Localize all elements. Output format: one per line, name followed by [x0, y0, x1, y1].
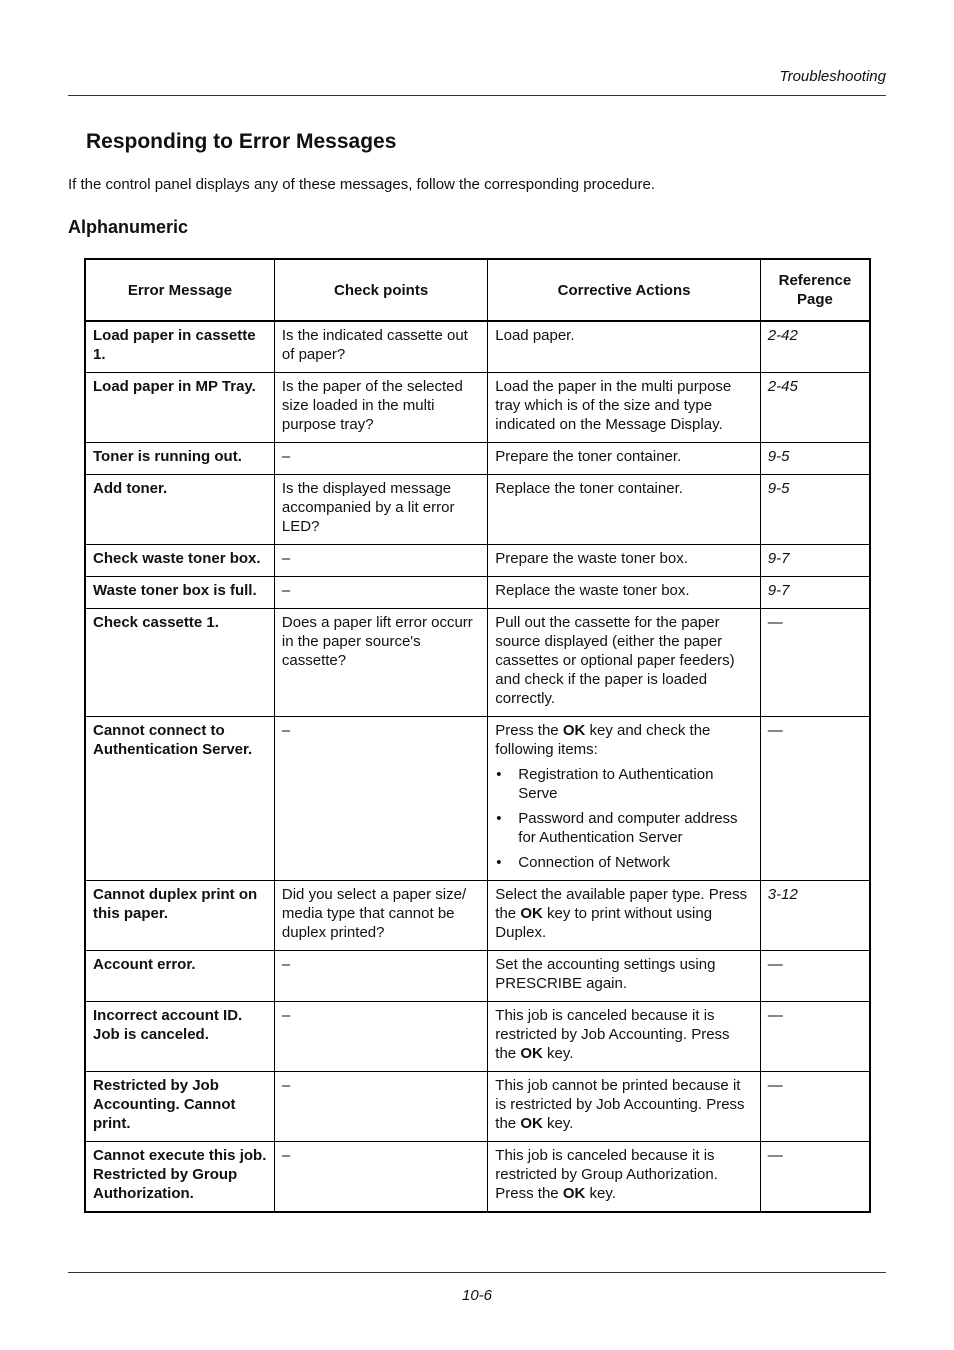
- key-name: OK: [520, 1115, 543, 1132]
- error-message-cell: Restricted by Job Accounting. Cannot print.: [85, 1072, 274, 1142]
- key-name: OK: [562, 722, 586, 739]
- action-text-segment: Prepare the toner container.: [495, 448, 682, 465]
- reference-page-cell: 9-5: [760, 443, 870, 475]
- corrective-action-cell: [488, 475, 761, 545]
- error-message-cell: Cannot execute this job. Restricted by Group Authorization.: [85, 1142, 274, 1213]
- error-message-cell: Load paper in cassette 1.: [85, 321, 274, 373]
- reference-page-cell: —: [760, 717, 870, 881]
- action-text-segment: Set the accounting settings using PRESCRIBE again.: [495, 956, 716, 992]
- reference-page-cell: —: [760, 951, 870, 1002]
- corrective-action-text: [495, 1006, 753, 1063]
- header-error-message: Error Message: [85, 259, 274, 321]
- check-points-cell: –: [274, 717, 487, 881]
- table-row: [85, 717, 870, 881]
- list-item: • Password and computer address for Authentication Server: [495, 809, 753, 847]
- list-item: • Connection of Network: [495, 853, 753, 872]
- table-row: [85, 609, 870, 717]
- corrective-action-text: [495, 1146, 753, 1203]
- table-row: [85, 373, 870, 443]
- action-text-segment: Load paper.: [495, 327, 575, 344]
- action-text-segment: key to print without using Duplex.: [495, 905, 713, 941]
- action-text-segment: Select the available paper type. Press the: [495, 886, 748, 922]
- error-message-cell: Toner is running out.: [85, 443, 274, 475]
- check-points-cell: Is the indicated cassette out of paper?: [274, 321, 487, 373]
- table-row: [85, 545, 870, 577]
- action-text-segment: This job cannot be printed because it is restricted by Job Accounting. Press the: [495, 1077, 745, 1132]
- error-message-cell: Check cassette 1.: [85, 609, 274, 717]
- table-header-row: [85, 259, 870, 321]
- header-check-points: Check points: [274, 259, 487, 321]
- error-messages-table: [84, 258, 871, 1213]
- reference-page-cell: 3-12: [760, 881, 870, 951]
- reference-page-cell: 2-42: [760, 321, 870, 373]
- check-points-cell: –: [274, 443, 487, 475]
- action-text-segment: This job is canceled because it is restricted by Job Accounting. Press the: [495, 1007, 730, 1062]
- corrective-action-cell: [488, 951, 761, 1002]
- table-row: [85, 577, 870, 609]
- header-corrective-actions: Corrective Actions: [488, 259, 761, 321]
- corrective-action-cell: [488, 881, 761, 951]
- table-row: [85, 1072, 870, 1142]
- reference-page-cell: —: [760, 1002, 870, 1072]
- corrective-action-cell: [488, 373, 761, 443]
- error-message-cell: Cannot duplex print on this paper.: [85, 881, 274, 951]
- table-row: [85, 475, 870, 545]
- corrective-action-text: [495, 613, 753, 708]
- check-points-cell: Did you select a paper size/ media type that cannot be duplex printed?: [274, 881, 487, 951]
- error-message-cell: Incorrect account ID. Job is canceled.: [85, 1002, 274, 1072]
- action-text-segment: key.: [585, 1185, 616, 1202]
- intro-paragraph: If the control panel displays any of these messages, follow the corresponding procedure.: [68, 176, 656, 193]
- key-name: OK: [520, 1045, 543, 1062]
- key-name: OK: [562, 1185, 586, 1202]
- corrective-action-cell: [488, 443, 761, 475]
- corrective-action-cell: [488, 609, 761, 717]
- table-row: [85, 321, 870, 373]
- corrective-action-cell: [488, 1142, 761, 1213]
- check-items-list: [495, 765, 753, 872]
- corrective-action-text: [495, 955, 753, 993]
- header-reference-page: Reference Page: [760, 259, 870, 321]
- action-text-segment: Pull out the cassette for the paper source displayed (either the paper cassettes or optional paper feeders) and check if the paper is loaded correctly.: [495, 614, 735, 707]
- running-header: Troubleshooting: [779, 68, 886, 85]
- table-row: [85, 881, 870, 951]
- table-row: [85, 951, 870, 1002]
- footer-divider: [68, 1272, 886, 1273]
- error-message-cell: Load paper in MP Tray.: [85, 373, 274, 443]
- check-points-cell: Does a paper lift error occurr in the paper source's cassette?: [274, 609, 487, 717]
- action-text-segment: key.: [542, 1115, 574, 1132]
- table-row: [85, 1002, 870, 1072]
- check-points-cell: –: [274, 1142, 487, 1213]
- corrective-action-cell: [488, 321, 761, 373]
- corrective-action-cell: [488, 577, 761, 609]
- corrective-action-text: [495, 326, 753, 345]
- page-title: Responding to Error Messages: [86, 130, 397, 153]
- reference-page-cell: —: [760, 1072, 870, 1142]
- reference-page-cell: —: [760, 1142, 870, 1213]
- error-message-cell: Check waste toner box.: [85, 545, 274, 577]
- corrective-action-cell: [488, 717, 761, 881]
- corrective-action-text: [495, 447, 753, 466]
- check-points-cell: –: [274, 577, 487, 609]
- error-message-cell: Cannot connect to Authentication Server.: [85, 717, 274, 881]
- action-text-segment: Prepare the waste toner box.: [495, 550, 688, 567]
- corrective-action-text: [495, 549, 753, 568]
- section-heading: Alphanumeric: [68, 217, 189, 237]
- corrective-action-text: [495, 721, 753, 759]
- corrective-action-text: [495, 377, 753, 434]
- action-text-segment: This job is canceled because it is restricted by Group Authorization. Press the: [495, 1147, 718, 1202]
- error-message-cell: Waste toner box is full.: [85, 577, 274, 609]
- list-item: • Registration to Authentication Serve: [495, 765, 753, 803]
- reference-page-cell: 9-7: [760, 577, 870, 609]
- corrective-action-cell: [488, 545, 761, 577]
- table-row: [85, 1142, 870, 1213]
- header-divider: [68, 95, 886, 96]
- action-text-segment: key.: [542, 1045, 574, 1062]
- reference-page-cell: —: [760, 609, 870, 717]
- reference-page-cell: 9-7: [760, 545, 870, 577]
- action-text-segment: Press the: [495, 722, 563, 739]
- check-points-cell: Is the paper of the selected size loaded in the multi purpose tray?: [274, 373, 487, 443]
- check-points-cell: Is the displayed message accompanied by a lit error LED?: [274, 475, 487, 545]
- corrective-action-text: [495, 1076, 753, 1133]
- table-row: [85, 443, 870, 475]
- key-name: OK: [520, 905, 543, 922]
- check-points-cell: –: [274, 951, 487, 1002]
- reference-page-cell: 2-45: [760, 373, 870, 443]
- check-points-cell: –: [274, 1002, 487, 1072]
- action-text-segment: Load the paper in the multi purpose tray which is of the size and type indicated on the Message Display.: [495, 378, 732, 433]
- action-text-segment: key and check the following items:: [495, 722, 711, 758]
- error-message-cell: Add toner.: [85, 475, 274, 545]
- corrective-action-cell: [488, 1072, 761, 1142]
- error-message-cell: Account error.: [85, 951, 274, 1002]
- corrective-action-text: [495, 581, 753, 600]
- check-points-cell: –: [274, 545, 487, 577]
- corrective-action-text: [495, 479, 753, 498]
- action-text-segment: Replace the toner container.: [495, 480, 683, 497]
- check-points-cell: –: [274, 1072, 487, 1142]
- corrective-action-cell: [488, 1002, 761, 1072]
- action-text-segment: Replace the waste toner box.: [495, 582, 690, 599]
- page-number: 10-6: [461, 1287, 493, 1304]
- corrective-action-text: [495, 885, 753, 942]
- reference-page-cell: 9-5: [760, 475, 870, 545]
